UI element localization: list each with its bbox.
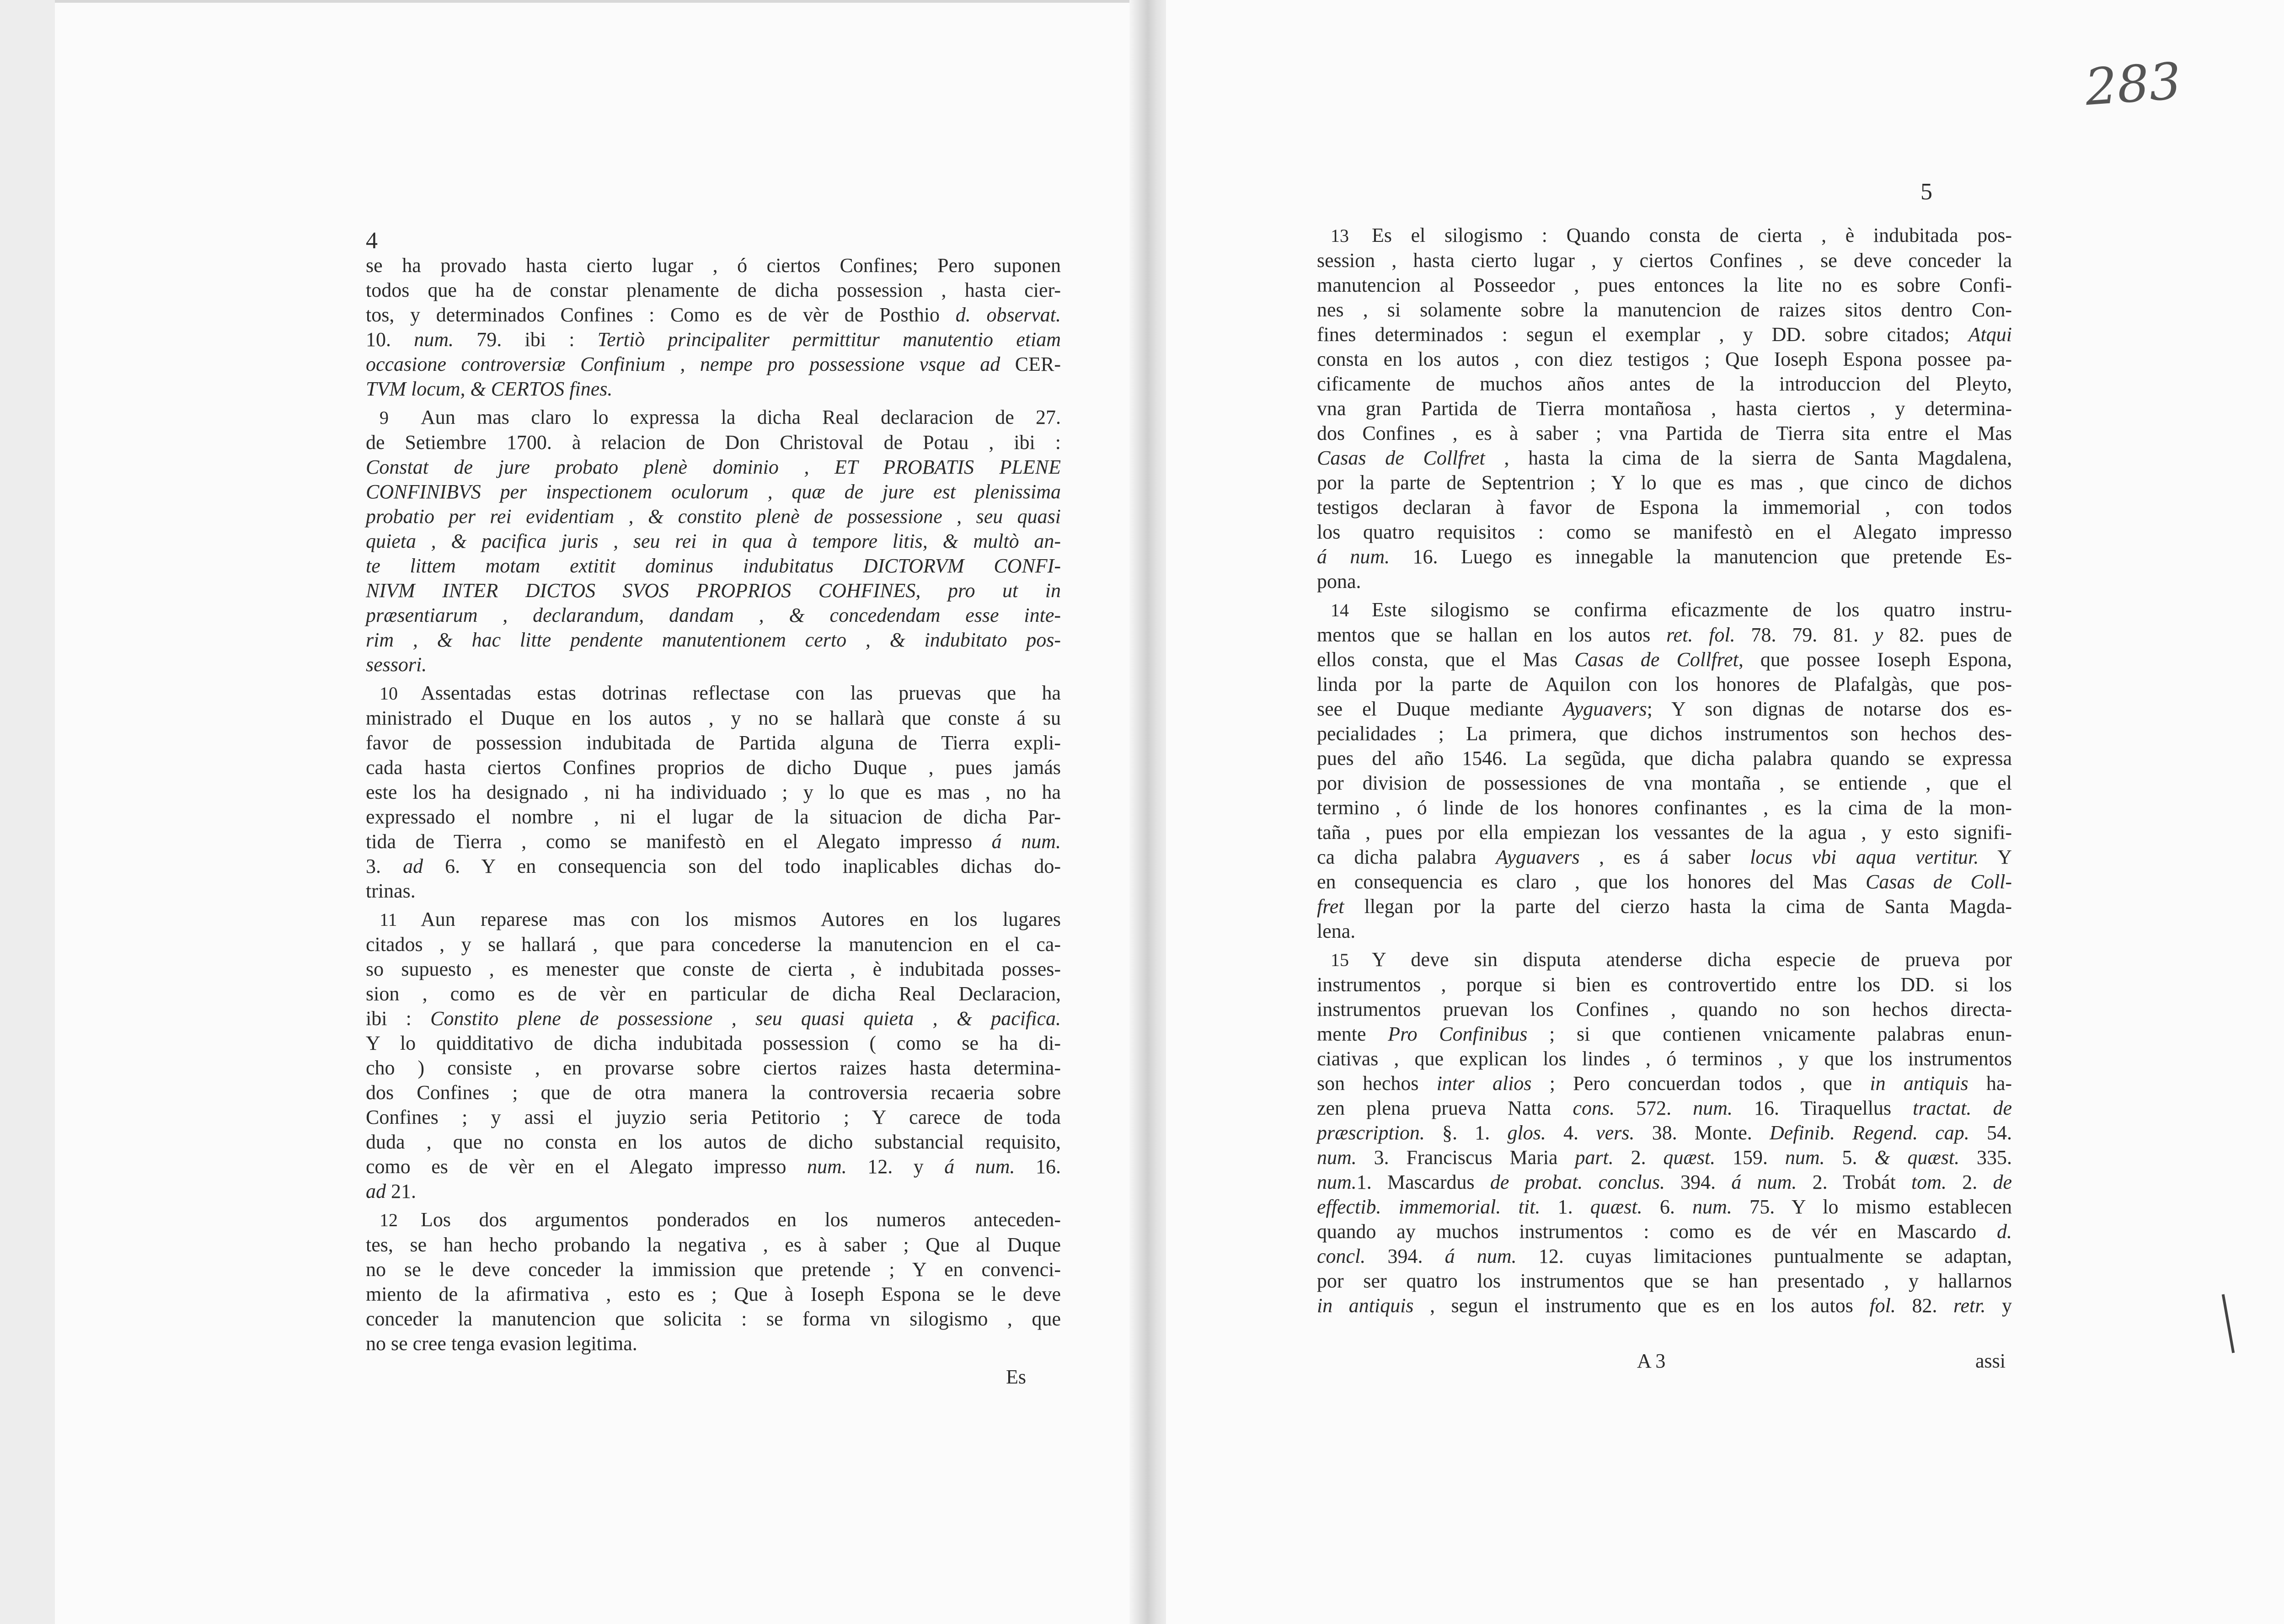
italic-text: Constat de jure probato plenè dominio , ET PROBATIS PLENE — [366, 456, 1061, 478]
roman-text: cho ) consiste , en provarse sobre ciertos raizes hasta determina- — [366, 1057, 1061, 1079]
handwritten-folio-number: 283 — [2083, 51, 2183, 117]
roman-text: tos, y determinados Confines : Como es de vèr de Posthio — [366, 304, 956, 326]
roman-text: instrumentos pruevan los Confines , quando no son hechos directa- — [1317, 998, 2012, 1020]
italic-text: á num. — [1317, 545, 1390, 568]
roman-text: 16. Tiraquellus — [1732, 1097, 1913, 1119]
roman-text: 6. — [1642, 1196, 1693, 1218]
text-line — [1317, 372, 2012, 396]
text-line — [1317, 919, 2012, 944]
italic-text: ret. fol. — [1666, 624, 1735, 646]
roman-text: mentos que se hallan en los autos — [1317, 624, 1667, 646]
roman-text: los quatro requisitos : como se manifestò en el Alegato impresso — [1317, 521, 2012, 543]
italic-text: probatio per rei evidentiam , & constito plenè de possessione , seu quasi — [366, 505, 1061, 528]
italic-text: glos. — [1507, 1122, 1546, 1144]
italic-text: Ayguavers — [1563, 698, 1647, 720]
roman-text: 159. — [1715, 1146, 1785, 1169]
italic-text: & quæst. — [1874, 1146, 1960, 1169]
text-line — [366, 957, 1061, 982]
roman-text: 4. — [1546, 1122, 1596, 1144]
text-line — [1317, 1195, 2012, 1219]
roman-text: session , hasta cierto lugar , y ciertos Confines , se deve conceder la — [1317, 249, 2012, 272]
roman-text: Aun mas claro lo expressa la dicha Real declaracion de 27. — [421, 406, 1061, 428]
text-line — [366, 652, 1061, 677]
text-line — [366, 504, 1061, 529]
roman-text: sion , como es de vèr en particular de dicha Real Declaracion, — [366, 983, 1061, 1005]
italic-text: num. — [807, 1155, 847, 1178]
italic-text: Atqui — [1968, 323, 2012, 346]
roman-text: lena. — [1317, 920, 1356, 942]
text-line — [1317, 820, 2012, 845]
text-line — [1317, 623, 2012, 647]
roman-text: 1. Mascardus — [1356, 1171, 1490, 1193]
italic-text: num. — [1693, 1097, 1733, 1119]
roman-text: fines determinados : segun el exemplar , y DD. sobre citados; — [1317, 323, 1968, 346]
text-line — [1317, 1269, 2012, 1293]
roman-text: 6. Y en consequencia son del todo inaplicables dichas do- — [423, 855, 1061, 877]
roman-text: dos Confines ; que de otra manera la controversia recaeria sobre — [366, 1081, 1061, 1104]
roman-text: expressado el nombre , ni el lugar de la situacion de dicha Par- — [366, 806, 1061, 828]
italic-text: á num. — [1731, 1171, 1797, 1193]
italic-text: Casas de Coll- — [1865, 871, 2012, 893]
roman-text: son hechos — [1317, 1072, 1437, 1095]
roman-text: cada hasta ciertos Confines proprios de dicho Duque , pues jamás — [366, 756, 1061, 779]
italic-text: Casas de Collfret — [1317, 447, 1485, 469]
italic-text: CONFINIBVS per inspectionem oculorum , quæ de jure est plenissima — [366, 481, 1061, 503]
italic-text: NIVM INTER DICTOS SVOS PROPRIOS COHFINES, pro ut in — [366, 579, 1061, 602]
page-number: 5 — [1920, 179, 1932, 205]
text-line — [366, 854, 1061, 879]
italic-text: inter alios — [1436, 1072, 1532, 1095]
italic-text: d. observat. — [955, 304, 1061, 326]
text-line — [366, 303, 1061, 327]
roman-text: CER- — [1000, 353, 1061, 375]
paragraph-number: 14 — [1331, 600, 1349, 620]
italic-text: num. — [1692, 1196, 1732, 1218]
text-line — [366, 907, 1061, 932]
text-line — [1317, 569, 2012, 594]
text-line — [366, 253, 1061, 278]
text-line — [366, 1056, 1061, 1080]
text-line — [1317, 672, 2012, 697]
catchword: Es — [1006, 1366, 1026, 1388]
italic-text: fret — [1317, 895, 1344, 918]
roman-text: 12. cuyas limitaciones puntualmente se adaptan, — [1516, 1245, 2012, 1267]
roman-text: por division de possessiones de vna montaña , se entiende , que el — [1317, 772, 2012, 794]
roman-text: Es el silogismo : Quando consta de cierta , è indubitada pos- — [1372, 224, 2012, 246]
text-line — [366, 681, 1061, 706]
paragraph-number: 11 — [380, 909, 397, 930]
text-line — [366, 603, 1061, 628]
roman-text: 10. — [366, 328, 414, 351]
roman-text: 3. — [366, 855, 403, 877]
roman-text: todos que ha de constar plenamente de dicha possession , hasta cier- — [366, 279, 1061, 301]
italic-text: effectib. immemorial. tit. — [1317, 1196, 1540, 1218]
text-line — [366, 780, 1061, 805]
paragraph-number: 9 — [380, 407, 389, 428]
roman-text: Assentadas estas dotrinas reflectase con las pruevas que ha — [421, 682, 1061, 704]
roman-text: manutencion al Posseedor , pues entonces la lite no es sobre Confi- — [1317, 274, 2012, 296]
italic-text: Constito plene de possessione , seu quasi quieta , & pacifica. — [430, 1007, 1061, 1030]
text-line — [1317, 396, 2012, 421]
text-line — [1317, 1219, 2012, 1244]
roman-text: quando ay muchos instrumentos : como es de vér en Mascardo — [1317, 1220, 1997, 1243]
text-line — [366, 1006, 1061, 1031]
roman-text: 3. Franciscus Maria — [1356, 1146, 1575, 1169]
text-line — [1317, 1022, 2012, 1047]
text-line — [366, 455, 1061, 480]
roman-text: ha- — [1968, 1072, 2012, 1095]
roman-text: 2. Trobát — [1797, 1171, 1912, 1193]
italic-text: quæst. — [1590, 1196, 1642, 1218]
italic-text: ad — [403, 855, 423, 877]
italic-text: á num. — [991, 830, 1061, 853]
roman-text: 572. — [1615, 1097, 1693, 1119]
roman-text: ca dicha palabra — [1317, 846, 1496, 868]
text-line — [366, 982, 1061, 1006]
italic-text: Ayguavers — [1496, 846, 1580, 868]
roman-text: 16. — [1015, 1155, 1061, 1178]
roman-text: dos Confines , es à saber ; vna Partida de Tierra sita entre el Mas — [1317, 422, 2012, 444]
text-line — [1317, 1170, 2012, 1195]
roman-text: pues del año 1546. La segũda, que dicha palabra quando se expressa — [1317, 747, 2012, 769]
text-line — [1317, 796, 2012, 820]
text-line — [1317, 647, 2012, 672]
roman-text: , es á saber — [1579, 846, 1750, 868]
roman-text: no se le deve conceder la immission que pretende ; Y en convenci- — [366, 1258, 1061, 1281]
text-line — [1317, 223, 2012, 248]
roman-text: instrumentos , porque si bien es controvertido entre los DD. si los — [1317, 973, 2012, 996]
text-line — [1317, 870, 2012, 894]
roman-text: , segun el instrumento que es en los autos — [1413, 1294, 1870, 1317]
text-line — [1317, 746, 2012, 771]
roman-text: 2. — [1947, 1171, 1993, 1193]
signature-mark: A 3 — [1637, 1350, 1666, 1372]
text-line — [366, 1331, 1061, 1356]
roman-text: Confines ; y assi el juyzio seria Petitorio ; Y carece de toda — [366, 1106, 1061, 1128]
text-line — [1317, 721, 2012, 746]
text-line — [366, 1282, 1061, 1307]
text-line — [366, 529, 1061, 554]
text-line — [366, 805, 1061, 829]
roman-text: 394. — [1664, 1171, 1732, 1193]
italic-text: in antiquis — [1317, 1294, 1414, 1317]
roman-text: Y — [1979, 846, 2012, 868]
roman-text: ; Pero concuerdan todos , que — [1531, 1072, 1870, 1095]
roman-text: §. 1. — [1424, 1122, 1508, 1144]
paragraph-number: 12 — [380, 1210, 398, 1230]
roman-text: vna gran Partida de Tierra montañosa , hasta ciertos , y determina- — [1317, 397, 2012, 420]
italic-text: de — [1993, 1171, 2012, 1193]
roman-text: tida de Tierra , como se manifestò en el Alegato impresso — [366, 830, 992, 853]
roman-text: see el Duque mediante — [1317, 698, 1563, 720]
roman-text: por ser quatro los instrumentos que se han presentado , y hallarnos — [1317, 1270, 2012, 1292]
text-line — [366, 1080, 1061, 1105]
roman-text: como es de vèr en el Alegato impresso — [366, 1155, 808, 1178]
italic-text: tom. — [1911, 1171, 1947, 1193]
italic-text: y — [1874, 624, 1883, 646]
italic-text: Casas de Collfret — [1574, 648, 1738, 671]
roman-text: no se cree tenga evasion legitima. — [366, 1332, 637, 1355]
italic-text: TVM locum, & CERTOS fines. — [366, 378, 613, 400]
italic-text: præsentiarum , declarandum, dandam , & concedendam esse inte- — [366, 604, 1061, 626]
roman-text: taña , pues por ella empiezan los vessantes de la agua , y esto signifi- — [1317, 821, 2012, 844]
italic-text: num. — [1785, 1146, 1825, 1169]
text-line — [366, 932, 1061, 957]
italic-text: cons. — [1573, 1097, 1615, 1119]
text-line — [1317, 545, 2012, 569]
text-line — [1317, 470, 2012, 495]
italic-text: ad — [366, 1180, 386, 1202]
text-line — [366, 1207, 1061, 1233]
roman-text: Los dos argumentos ponderados en los numeros anteceden- — [421, 1208, 1061, 1231]
italic-text: quæst. — [1663, 1146, 1716, 1169]
text-line — [1317, 1071, 2012, 1096]
text-line — [1317, 697, 2012, 721]
roman-text: citados , y se hallará , que para concederse la manutencion en el ca- — [366, 933, 1061, 956]
roman-text: ellos consta, que el Mas — [1317, 648, 1575, 671]
roman-text: conceder la manutencion que solicita : se forma vn silogismo , que — [366, 1308, 1061, 1330]
text-line — [366, 405, 1061, 430]
text-line — [366, 377, 1061, 401]
roman-text: 16. Luego es innegable la manutencion que pretende Es- — [1390, 545, 2012, 568]
text-line — [366, 1130, 1061, 1154]
roman-text: 82. pues de — [1883, 624, 2012, 646]
text-line — [1317, 421, 2012, 446]
italic-text: tractat. de — [1913, 1097, 2012, 1119]
italic-text: á num. — [1444, 1245, 1517, 1267]
roman-text: 75. Y lo mismo establecen — [1732, 1196, 2012, 1218]
italic-text: vers. — [1596, 1122, 1635, 1144]
roman-text: tes, se han hecho probando la negativa , es à saber ; Que al Duque — [366, 1234, 1061, 1256]
left-text-lines — [366, 253, 1061, 1356]
roman-text: cificamente de muchos años antes de la introduccion del Pleyto, — [1317, 373, 2012, 395]
text-line — [1317, 598, 2012, 623]
text-line — [366, 1233, 1061, 1257]
text-line — [1317, 248, 2012, 273]
roman-text: 1. — [1540, 1196, 1590, 1218]
roman-text: 335. — [1959, 1146, 2012, 1169]
roman-text: zen plena prueva Natta — [1317, 1097, 1573, 1119]
paragraph-number: 10 — [380, 683, 398, 704]
text-line — [1317, 1096, 2012, 1121]
roman-text: 38. Monte. — [1634, 1122, 1770, 1144]
roman-text: testigos declaran à favor de Espona la immemorial , con todos — [1317, 496, 2012, 518]
text-line — [1317, 1244, 2012, 1269]
italic-text: Definib. Regend. cap. — [1769, 1122, 1969, 1144]
text-line — [1317, 1121, 2012, 1145]
italic-text: in antiquis — [1870, 1072, 1968, 1095]
right-page-text — [1317, 219, 2012, 1318]
italic-text: te littem motam extitit dominus indubitatus DICTORVM CONFI- — [366, 555, 1061, 577]
italic-text: quieta , & pacifica juris , seu rei in qua à tempore litis, & multò an- — [366, 530, 1061, 552]
left-page-text — [366, 229, 1061, 1356]
text-line — [1317, 997, 2012, 1022]
paragraph-number: 13 — [1331, 225, 1349, 246]
roman-text: 79. ibi : — [454, 328, 598, 351]
text-line — [366, 1179, 1061, 1204]
italic-text: num. — [1317, 1146, 1357, 1169]
roman-text: ibi : — [366, 1007, 431, 1030]
italic-text: d. — [1997, 1220, 2012, 1243]
text-line — [366, 480, 1061, 504]
text-line — [1317, 347, 2012, 372]
catchword: assi — [1975, 1350, 2006, 1372]
right-text-lines — [1317, 223, 2012, 1318]
italic-text: sessori. — [366, 653, 427, 676]
text-line — [366, 731, 1061, 755]
text-line — [366, 578, 1061, 603]
roman-text: ; Y son dignas de notarse dos es- — [1647, 698, 2012, 720]
roman-text: duda , que no consta en los autos de dicho substancial requisito, — [366, 1131, 1061, 1153]
text-line — [366, 430, 1061, 455]
page-number: 4 — [366, 228, 378, 254]
roman-text: se ha provado hasta cierto lugar , ó ciertos Confines; Pero suponen — [366, 254, 1061, 277]
roman-text: este los ha designado , ni ha individuado ; y lo que es mas , no ha — [366, 781, 1061, 803]
roman-text: Aun reparese mas con los mismos Autores en los lugares — [421, 908, 1061, 930]
roman-text: mente — [1317, 1023, 1388, 1045]
roman-text: linda por la parte de Aquilon con los honores de Plafalgàs, que pos- — [1317, 673, 2012, 695]
roman-text: por la parte de Septentrion ; Y lo que es mas , que cinco de dichos — [1317, 471, 2012, 494]
text-line — [1317, 1145, 2012, 1170]
italic-text: rim , & hac litte pendente manutentionem certo , & indubitato pos- — [366, 629, 1061, 651]
roman-text: consta en los autos , con diez testigos ; Que Ioseph Espona possee pa- — [1317, 348, 2012, 370]
text-line — [1317, 947, 2012, 972]
roman-text: favor de possession indubitada de Partida alguna de Tierra expli- — [366, 732, 1061, 754]
italic-text: num. — [1317, 1171, 1357, 1193]
roman-text: 78. 79. 81. — [1735, 624, 1874, 646]
roman-text: , hasta la cima de la sierra de Santa Magdalena, — [1485, 447, 2012, 469]
text-line — [366, 352, 1061, 377]
roman-text: so supuesto , es menester que conste de cierta , è indubitada posses- — [366, 958, 1061, 980]
text-line — [1317, 845, 2012, 870]
text-line — [366, 829, 1061, 854]
text-line — [366, 1105, 1061, 1130]
roman-text: y — [1985, 1294, 2012, 1317]
italic-text: retr. — [1953, 1294, 1986, 1317]
roman-text: miento de la afirmativa , esto es ; Que à Ioseph Espona se le deve — [366, 1283, 1061, 1305]
roman-text: 21. — [386, 1180, 416, 1202]
roman-text: 2. — [1613, 1146, 1664, 1169]
italic-text: part. — [1575, 1146, 1614, 1169]
roman-text: Y lo quidditativo de dicha indubitada possession ( como se ha di- — [366, 1032, 1061, 1054]
roman-text: trinas. — [366, 880, 416, 902]
roman-text: 82. — [1895, 1294, 1953, 1317]
text-line — [366, 628, 1061, 652]
text-line — [366, 278, 1061, 303]
text-line — [366, 327, 1061, 352]
roman-text: 5. — [1824, 1146, 1875, 1169]
text-line — [1317, 1047, 2012, 1071]
roman-text: Y deve sin disputa atenderse dicha especie de prueva por — [1372, 948, 2012, 971]
text-line — [366, 1307, 1061, 1331]
roman-text: ; si que contienen vnicamente palabras enun- — [1527, 1023, 2012, 1045]
text-line — [1317, 298, 2012, 322]
roman-text: nes , si solamente sobre la manutencion de raizes sitos dentro Con- — [1317, 299, 2012, 321]
italic-text: Pro Confinibus — [1388, 1023, 1528, 1045]
italic-text: occasione controversiæ Confinium , nempe pro possessione vsque ad — [366, 353, 1000, 375]
italic-text: præscription. — [1317, 1122, 1425, 1144]
roman-text: en consequencia es claro , que los honores del Mas — [1317, 871, 1866, 893]
text-line — [1317, 322, 2012, 347]
italic-text: á num. — [944, 1155, 1015, 1178]
text-line — [1317, 894, 2012, 919]
italic-text: Tertiò principaliter permittitur manutentio etiam — [597, 328, 1061, 351]
roman-text: llegan por la parte del cierzo hasta la cima de Santa Magda- — [1344, 895, 2012, 918]
roman-text: pona. — [1317, 570, 1361, 593]
text-line — [1317, 273, 2012, 298]
roman-text: ciativas , que explican los lindes , ó terminos , y que los instrumentos — [1317, 1047, 2012, 1070]
italic-text: num. — [414, 328, 454, 351]
text-line — [366, 1257, 1061, 1282]
italic-text: locus vbi aqua vertitur. — [1750, 846, 1979, 868]
roman-text: de Setiembre 1700. à relacion de Don Christoval de Potau , ibi : — [366, 431, 1061, 454]
text-line — [1317, 972, 2012, 997]
roman-text: 12. y — [846, 1155, 945, 1178]
text-line — [1317, 771, 2012, 796]
roman-text: pecialidades ; La primera, que dichos instrumentos son hechos des- — [1317, 722, 2012, 745]
text-line — [1317, 1293, 2012, 1318]
text-line — [366, 706, 1061, 731]
roman-text: Este silogismo se confirma eficazmente de los quatro instru- — [1372, 598, 2012, 621]
italic-text: fol. — [1869, 1294, 1896, 1317]
text-line — [1317, 520, 2012, 545]
italic-text: concl. — [1317, 1245, 1366, 1267]
italic-text: de probat. conclus. — [1490, 1171, 1665, 1193]
text-line — [366, 1031, 1061, 1056]
roman-text: termino , ó linde de los honores confinantes , es la cima de la mon- — [1317, 796, 2012, 819]
text-line — [366, 554, 1061, 578]
roman-text: ministrado el Duque en los autos , y no se hallarà que conste á su — [366, 707, 1061, 729]
roman-text: , que possee Ioseph Espona, — [1738, 648, 2012, 671]
text-line — [1317, 446, 2012, 470]
text-line — [366, 755, 1061, 780]
text-line — [1317, 495, 2012, 520]
text-line — [366, 879, 1061, 903]
roman-text: 394. — [1365, 1245, 1445, 1267]
paragraph-number: 15 — [1331, 950, 1349, 970]
text-line — [366, 1154, 1061, 1179]
roman-text: 54. — [1969, 1122, 2012, 1144]
